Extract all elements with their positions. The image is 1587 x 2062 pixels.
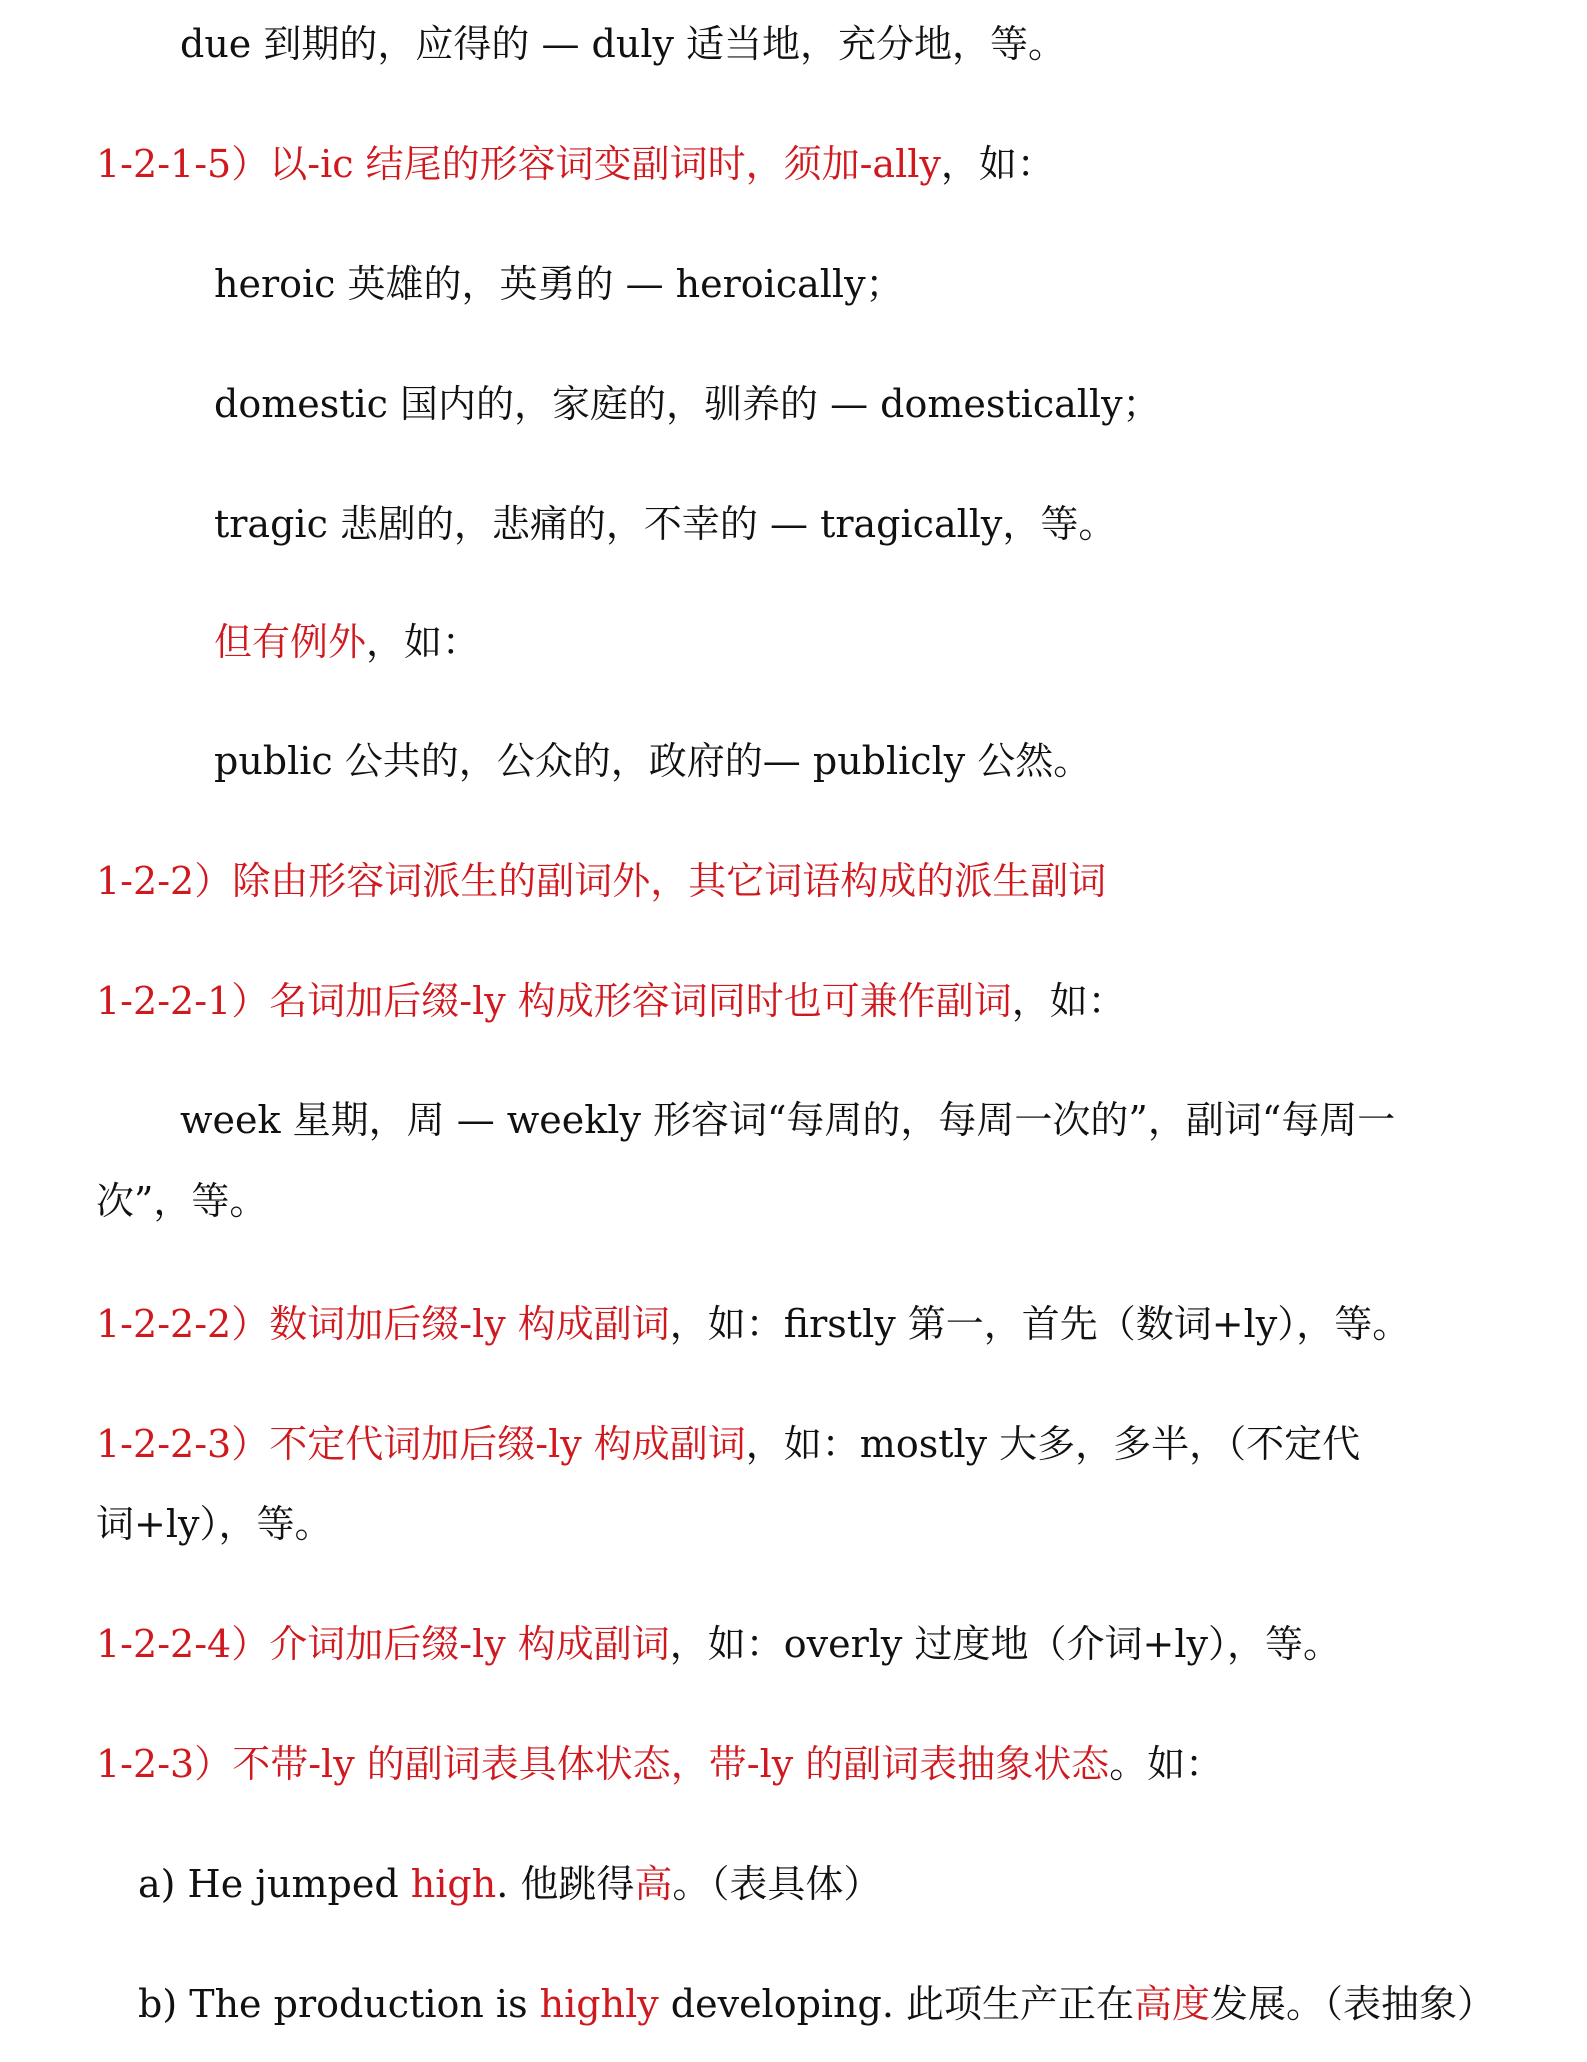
- body-text: week 星期，周 — weekly 形容词“每周的，每周一次的”，副词“每周一: [180, 1098, 1396, 1142]
- highlight-text: high: [410, 1862, 497, 1906]
- example-public: [214, 737, 1091, 785]
- highlight-text: 1-2-2-1）名词加后缀-ly 构成形容词同时也可兼作副词: [96, 979, 1012, 1023]
- highlight-text: 1-2-2-3）不定代词加后缀-ly 构成副词: [96, 1422, 746, 1466]
- highlight-text: 1-2-3）不带-ly 的副词表具体状态，带-ly 的副词表抽象状态: [96, 1742, 1110, 1786]
- highlight-text: 1-2-2-4）介词加后缀-ly 构成副词: [96, 1622, 670, 1666]
- body-text: 次”，等。: [96, 1179, 268, 1223]
- heading-1-2-2-3-cont: [96, 1500, 332, 1548]
- body-text: b) The production is: [138, 1982, 540, 2026]
- heading-1-2-2-4: [96, 1620, 1341, 1668]
- body-text: developing. 此项生产正在: [658, 1982, 1135, 2026]
- heading-1-2-1-5: [96, 140, 1055, 188]
- highlight-text: 1-2-1-5）以-ic 结尾的形容词变副词时，须加-ally: [96, 142, 941, 186]
- heading-1-2-2-3: [96, 1420, 1360, 1468]
- body-text: a) He jumped: [138, 1862, 411, 1906]
- heading-1-2-2-1: [96, 977, 1126, 1025]
- body-text: 词+ly），等。: [96, 1502, 333, 1546]
- example-weekly: [180, 1096, 1395, 1144]
- body-text: heroic 英雄的，英勇的 — heroically；: [214, 262, 904, 306]
- example-weekly-cont: [96, 1177, 267, 1225]
- heading-1-2-3: [96, 1740, 1223, 1788]
- body-text: domestic 国内的，家庭的，驯养的 — domestically；: [214, 382, 1161, 426]
- body-text: ，如：firstly 第一，首先（数词+ly），等。: [669, 1302, 1411, 1346]
- highlight-text: 高: [634, 1862, 673, 1906]
- body-text: ，如：mostly 大多，多半，（不定代: [745, 1422, 1361, 1466]
- body-text: ，如：: [366, 620, 481, 664]
- highlight-text: 1-2-2）除由形容词派生的副词外，其它词语构成的派生副词: [96, 859, 1107, 903]
- body-text: ，如：: [1011, 979, 1126, 1023]
- highlight-text: highly: [539, 1982, 659, 2026]
- body-text: 。如：: [1109, 1742, 1224, 1786]
- example-b-highly: [138, 1980, 1495, 2028]
- text-line-due: [180, 20, 1066, 68]
- exception-note: [214, 618, 480, 666]
- body-text: 发展。（表抽象）: [1210, 1982, 1496, 2026]
- example-a-high: [138, 1860, 881, 1908]
- body-text: ，如：overly 过度地（介词+ly），等。: [669, 1622, 1341, 1666]
- highlight-text: 高度: [1134, 1982, 1211, 2026]
- body-text: . 他跳得: [496, 1862, 635, 1906]
- body-text: public 公共的，公众的，政府的— publicly 公然。: [214, 739, 1092, 783]
- body-text: tragic 悲剧的，悲痛的，不幸的 — tragically，等。: [214, 502, 1117, 546]
- example-tragic: [214, 500, 1116, 548]
- body-text: ，如：: [940, 142, 1055, 186]
- example-heroic: [214, 260, 904, 308]
- heading-1-2-2-2: [96, 1300, 1410, 1348]
- highlight-text: 但有例外: [214, 620, 367, 664]
- body-text: 。（表具体）: [672, 1862, 882, 1906]
- heading-1-2-2: [96, 857, 1106, 905]
- example-domestic: [214, 380, 1161, 428]
- highlight-text: 1-2-2-2）数词加后缀-ly 构成副词: [96, 1302, 670, 1346]
- body-text: due 到期的，应得的 — duly 适当地，充分地，等。: [180, 22, 1067, 66]
